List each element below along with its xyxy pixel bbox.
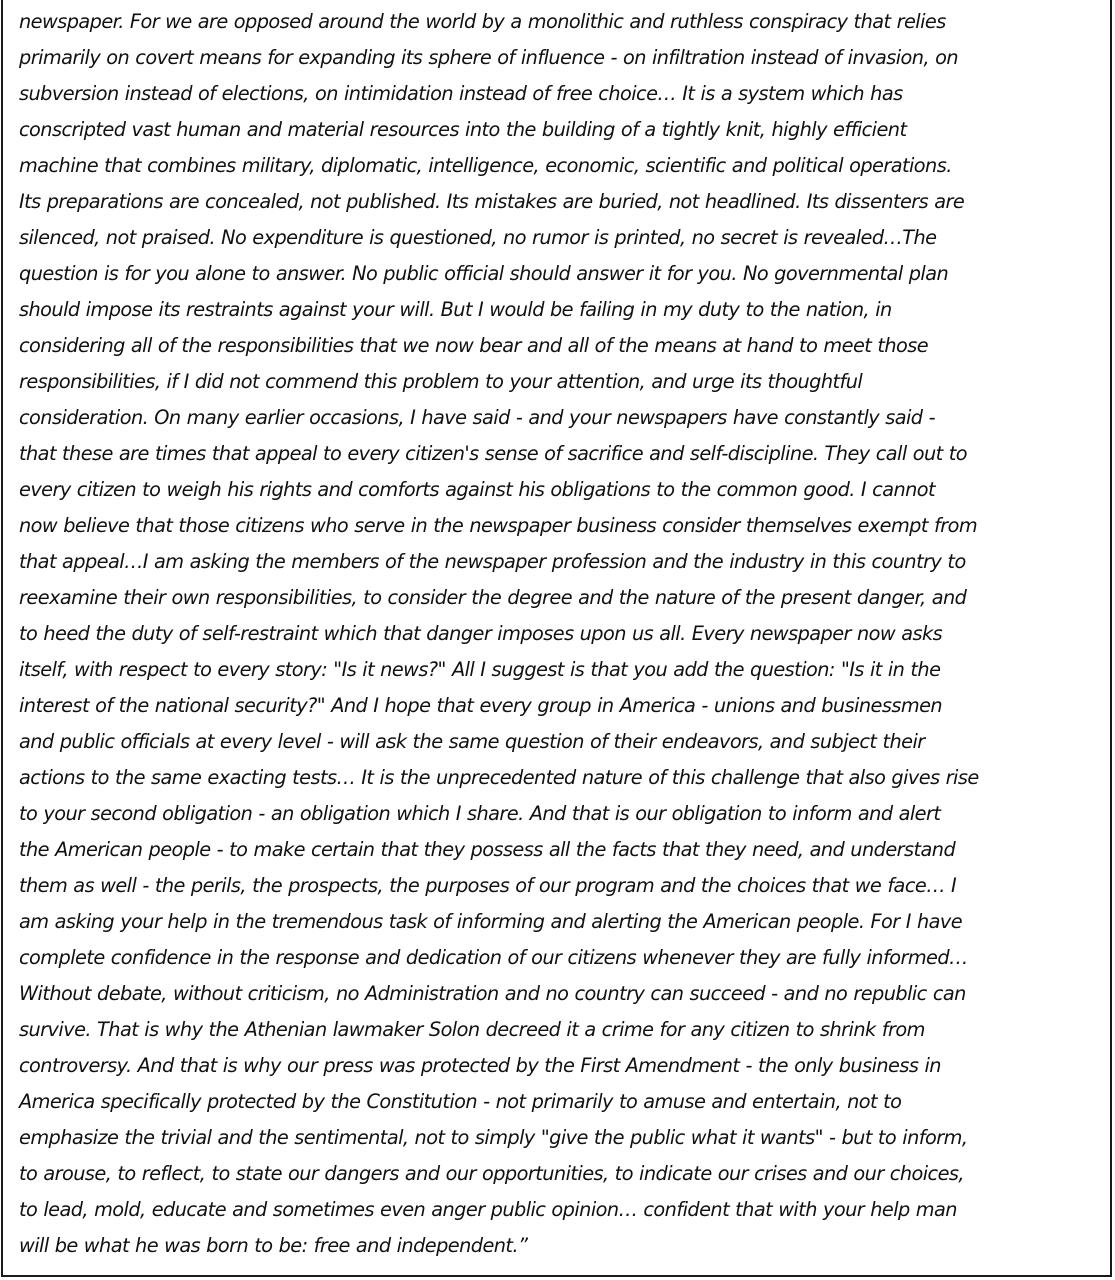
text-line: survive. That is why the Athenian lawmaker Solon decreed it a crime for any citizen to shrink from: [19, 1018, 925, 1041]
text-line: itself, with respect to every story: "Is it news?" All I suggest is that you add the question: "Is it in the: [19, 658, 941, 681]
text-line: consideration. On many earlier occasions, I have said - and your newspapers have constantly said -: [19, 406, 935, 429]
text-line: them as well - the perils, the prospects, the purposes of our program and the choices that we face… I: [19, 874, 957, 897]
speech-text-block: [19, 4, 1111, 1264]
text-line: emphasize the trivial and the sentimental, not to simply "give the public what it wants" - but to inform,: [19, 1126, 968, 1149]
text-line: that appeal…I am asking the members of the newspaper profession and the industry in this country to: [19, 550, 966, 573]
text-line: now believe that those citizens who serve in the newspaper business consider themselves exempt from: [19, 514, 978, 537]
text-line: complete confidence in the response and dedication of our citizens whenever they are fully informed…: [19, 946, 968, 969]
text-line: every citizen to weigh his rights and comforts against his obligations to the common good. I cannot: [19, 478, 936, 501]
text-line: Its preparations are concealed, not published. Its mistakes are buried, not headlined. Its dissenters are: [19, 190, 965, 213]
text-line: primarily on covert means for expanding its sphere of influence - on infiltration instead of invasion, on: [19, 46, 959, 69]
text-line: to heed the duty of self-restraint which that danger imposes upon us all. Every newspaper now asks: [19, 622, 943, 645]
text-line: subversion instead of elections, on intimidation instead of free choice… It is a system which has: [19, 82, 903, 105]
text-line: the American people - to make certain that they possess all the facts that they need, and understand: [19, 838, 956, 861]
text-line: should impose its restraints against your will. But I would be failing in my duty to the nation, in: [19, 298, 892, 321]
text-line: to arouse, to reflect, to state our dangers and our opportunities, to indicate our crises and our choices,: [19, 1162, 964, 1185]
text-line: will be what he was born to be: free and independent.”: [19, 1234, 528, 1257]
text-line: controversy. And that is why our press was protected by the First Amendment - the only business in: [19, 1054, 941, 1077]
text-line: conscripted vast human and material resources into the building of a tightly knit, highly efficient: [19, 118, 907, 141]
text-line: silenced, not praised. No expenditure is questioned, no rumor is printed, no secret is revealed…The: [19, 226, 937, 249]
text-line: machine that combines military, diplomatic, intelligence, economic, scientific and political operations.: [19, 154, 952, 177]
text-line: America specifically protected by the Constitution - not primarily to amuse and entertain, not to: [19, 1090, 902, 1113]
text-line: am asking your help in the tremendous task of informing and alerting the American people. For I have: [19, 910, 963, 933]
text-line: responsibilities, if I did not commend this problem to your attention, and urge its thoughtful: [19, 370, 863, 393]
text-line: and public officials at every level - will ask the same question of their endeavors, and subject their: [19, 730, 925, 753]
text-line: reexamine their own responsibilities, to consider the degree and the nature of the present danger, and: [19, 586, 967, 609]
text-frame: [1, 0, 1112, 1277]
text-line: question is for you alone to answer. No public official should answer it for you. No governmental plan: [19, 262, 949, 285]
text-line: actions to the same exacting tests… It is the unprecedented nature of this challenge that also gives rise: [19, 766, 979, 789]
text-line: newspaper. For we are opposed around the world by a monolithic and ruthless conspiracy that relies: [19, 10, 946, 33]
text-line: to lead, mold, educate and sometimes even anger public opinion… confident that with your help man: [19, 1198, 957, 1221]
text-line: Without debate, without criticism, no Administration and no country can succeed - and no republic can: [19, 982, 966, 1005]
text-line: to your second obligation - an obligation which I share. And that is our obligation to inform and alert: [19, 802, 941, 825]
text-line: interest of the national security?" And I hope that every group in America - unions and businessmen: [19, 694, 943, 717]
text-line: that these are times that appeal to every citizen's sense of sacrifice and self-discipline. They call out to: [19, 442, 967, 465]
text-line: considering all of the responsibilities that we now bear and all of the means at hand to meet those: [19, 334, 929, 357]
